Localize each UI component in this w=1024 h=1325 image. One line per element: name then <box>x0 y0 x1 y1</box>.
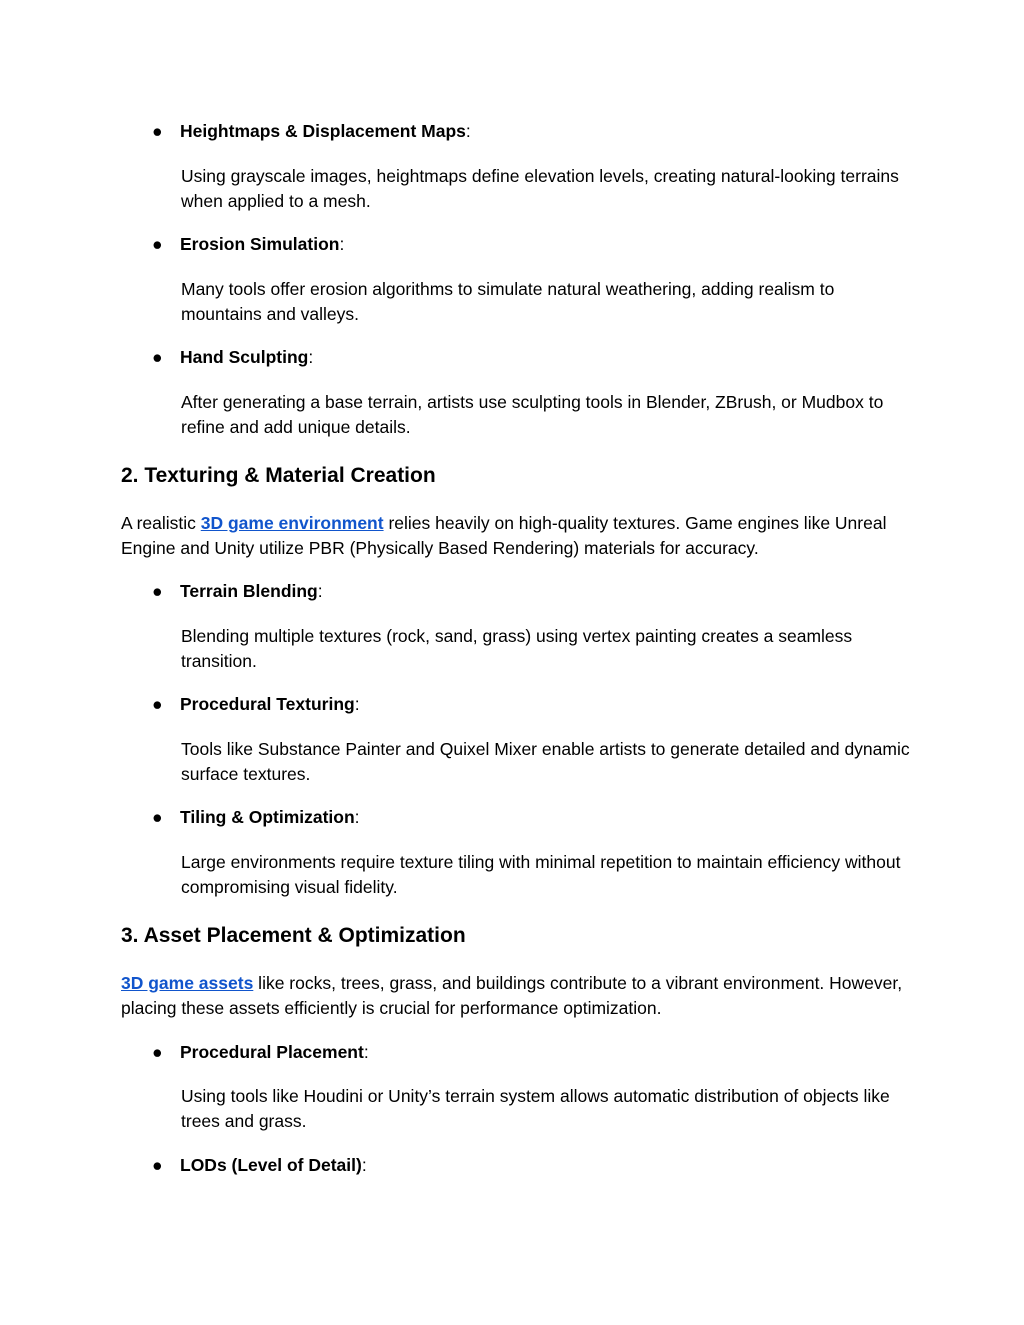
section-intro <box>121 971 911 1020</box>
list-item-title: Erosion Simulation <box>180 234 340 254</box>
list-item <box>152 692 360 716</box>
list-item <box>152 579 323 603</box>
bullet-icon: ● <box>152 234 163 254</box>
list-item-title: Procedural Placement <box>180 1042 364 1062</box>
list-item <box>152 1040 369 1064</box>
bullet-icon: ● <box>152 347 163 367</box>
bullet-icon: ● <box>152 694 163 714</box>
colon: : <box>465 121 471 141</box>
bullet-icon: ● <box>152 121 163 141</box>
intro-text-after: relies heavily on high-quality textures. Game engines like Unreal Engine and Unity utilize PBR (Physically Based Rendering) materials for accuracy. <box>121 513 887 558</box>
colon: : <box>308 347 314 367</box>
section-intro <box>121 511 911 560</box>
link-3d-game-environment[interactable]: 3D game environment <box>200 513 384 533</box>
list-item-title: Heightmaps & Displacement Maps <box>180 121 466 141</box>
colon: : <box>339 234 345 254</box>
list-item-description: Large environments require texture tiling with minimal repetition to maintain efficiency without compromising visual fidelity. <box>181 852 901 897</box>
list-item-title: Procedural Texturing <box>180 694 355 714</box>
list-item-description: Blending multiple textures (rock, sand, grass) using vertex painting creates a seamless transition. <box>181 626 853 671</box>
list-item-description: After generating a base terrain, artists use sculpting tools in Blender, ZBrush, or Mudbox to refine and add unique details. <box>181 392 884 437</box>
list-item <box>152 232 344 256</box>
list-item-description: Using grayscale images, heightmaps define elevation levels, creating natural-looking terrains when applied to a mesh. <box>181 166 899 211</box>
section-heading: 3. Asset Placement & Optimization <box>121 924 466 947</box>
bullet-icon: ● <box>152 1155 163 1175</box>
list-item-title: Tiling & Optimization <box>180 807 355 827</box>
list-item-title: Terrain Blending <box>180 581 318 601</box>
colon: : <box>354 694 360 714</box>
list-item <box>152 119 471 143</box>
section-heading: 2. Texturing & Material Creation <box>121 464 436 487</box>
list-item <box>152 345 313 369</box>
list-item-description: Using tools like Houdini or Unity’s terrain system allows automatic distribution of objects like trees and grass. <box>181 1086 890 1131</box>
bullet-icon: ● <box>152 581 163 601</box>
list-item <box>152 805 360 829</box>
bullet-icon: ● <box>152 1042 163 1062</box>
list-item-title: Hand Sculpting <box>180 347 309 367</box>
colon: : <box>354 807 360 827</box>
colon: : <box>361 1155 367 1175</box>
link-3d-game-assets[interactable]: 3D game assets <box>121 973 254 993</box>
colon: : <box>317 581 323 601</box>
intro-text-after: like rocks, trees, grass, and buildings contribute to a vibrant environment. However, placing these assets efficiently is crucial for performance optimization. <box>121 973 903 1018</box>
colon: : <box>363 1042 369 1062</box>
list-item <box>152 1153 367 1177</box>
bullet-icon: ● <box>152 807 163 827</box>
list-item-description: Many tools offer erosion algorithms to simulate natural weathering, adding realism to mountains and valleys. <box>181 279 835 324</box>
list-item-title: LODs (Level of Detail) <box>180 1155 362 1175</box>
intro-text-before: A realistic <box>121 513 201 533</box>
list-item-description: Tools like Substance Painter and Quixel Mixer enable artists to generate detailed and dynamic surface textures. <box>181 739 910 784</box>
